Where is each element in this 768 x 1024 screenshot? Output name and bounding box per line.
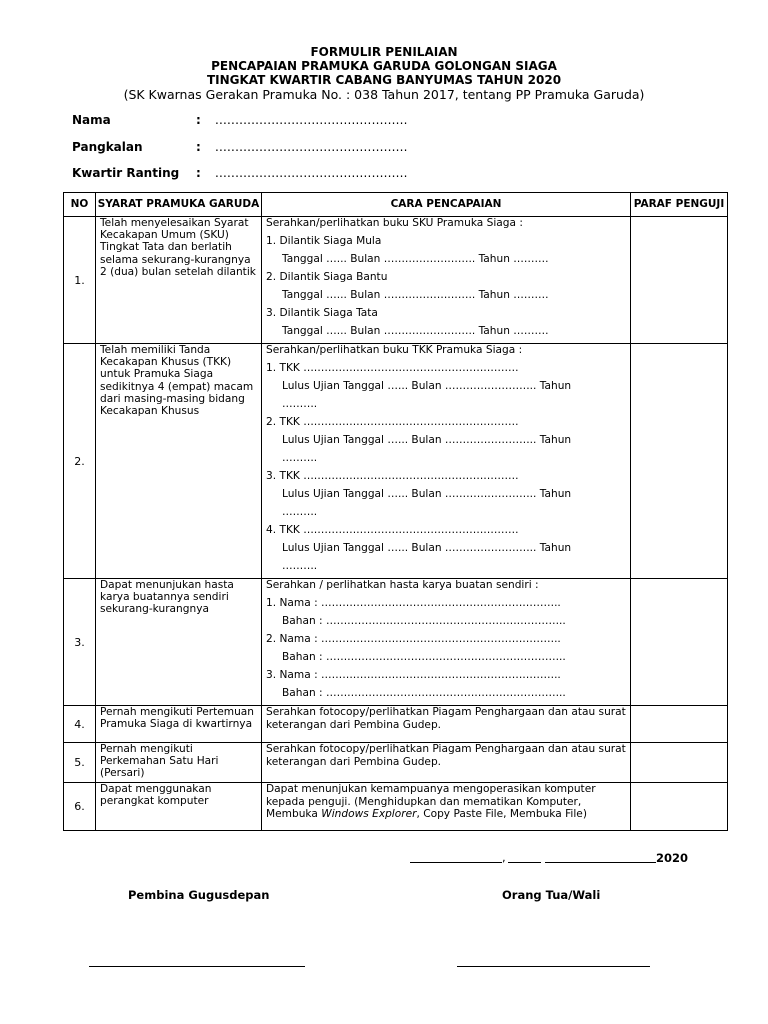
signature-line-right[interactable] <box>457 966 650 967</box>
cara-line: ………. <box>282 560 318 572</box>
row-syarat: Telah memiliki Tanda Kecakapan Khusus (TKK) untuk Pramuka Siaga sedikitnya 4 (empat) macam dari masing-masing bidang Kecakapan Khusus <box>96 344 262 579</box>
cara-line: ………. <box>282 398 318 410</box>
cara-line: 2. Dilantik Siaga Bantu <box>266 271 388 283</box>
header-paraf: PARAF PENGUJI <box>631 193 728 217</box>
cara-line: 3. Nama : ………………………………………………………….. <box>266 669 561 681</box>
cara-line: 1. TKK ……………………………………………………. <box>266 362 519 374</box>
row-syarat: Telah menyelesaikan Syarat Kecakapan Umum (SKU) Tingkat Tata dan berlatih selama sekurang-kurangnya 2 (dua) bulan setelah dilantik <box>96 217 262 344</box>
signature-title-right: Orang Tua/Wali <box>502 888 601 902</box>
form-reference: (SK Kwarnas Gerakan Pramuka No. : 038 Tahun 2017, tentang PP Pramuka Garuda) <box>123 87 645 102</box>
row-number: 5. <box>64 743 96 783</box>
field-colon: : <box>196 140 201 154</box>
assessment-table <box>63 192 728 831</box>
paraf-cell[interactable] <box>631 743 728 783</box>
table-row <box>64 344 728 579</box>
paraf-cell[interactable] <box>631 783 728 831</box>
cara-line: 3. Dilantik Siaga Tata <box>266 307 378 319</box>
signature-title-left: Pembina Gugusdepan <box>128 888 270 902</box>
field-label: Nama <box>72 113 111 127</box>
cara-text-part: , Copy Paste File, Membuka File) <box>416 808 587 820</box>
cara-line: 2. TKK ……………………………………………………. <box>266 416 519 428</box>
row-cara <box>262 579 631 706</box>
row-number: 2. <box>64 344 96 579</box>
cara-line: Serahkan/perlihatkan buku TKK Pramuka Siaga : <box>266 344 523 356</box>
cara-line: Lulus Ujian Tanggal …... Bulan …………………….. Tahun <box>282 434 572 446</box>
cara-text: Serahkan fotocopy/perlihatkan Piagam Penghargaan dan atau surat keterangan dari Pembina Gudep. <box>266 743 626 768</box>
row-cara <box>262 743 631 783</box>
cara-line: Bahan : ………………………………………………………….. <box>282 615 566 627</box>
cara-text-italic: Windows Explorer <box>321 808 417 820</box>
paraf-cell[interactable] <box>631 706 728 743</box>
cara-line: 4. TKK ……………………………………………………. <box>266 524 519 536</box>
cara-line: Lulus Ujian Tanggal …... Bulan …………………….. Tahun <box>282 380 572 392</box>
table-row <box>64 579 728 706</box>
cara-line: Bahan : ………………………………………………………….. <box>282 651 566 663</box>
cara-line: 3. TKK ……………………………………………………. <box>266 470 519 482</box>
field-value-dots: ................................................ <box>215 113 408 127</box>
row-cara <box>262 344 631 579</box>
paraf-cell[interactable] <box>631 217 728 344</box>
table-row <box>64 217 728 344</box>
row-number: 6. <box>64 783 96 831</box>
form-title: FORMULIR PENILAIAN <box>310 45 458 59</box>
cara-line: Lulus Ujian Tanggal …... Bulan …………………….. Tahun <box>282 542 572 554</box>
header-cara: CARA PENCAPAIAN <box>262 193 631 217</box>
paraf-cell[interactable] <box>631 344 728 579</box>
table-row <box>64 743 728 783</box>
cara-line: ………. <box>282 506 318 518</box>
cara-line: Tanggal …... Bulan …………………….. Tahun ………. <box>282 325 549 337</box>
cara-line: Bahan : ………………………………………………………….. <box>282 687 566 699</box>
row-cara <box>262 217 631 344</box>
table-row <box>64 783 728 831</box>
date-comma: , <box>502 850 506 864</box>
table-header-row <box>64 193 728 217</box>
date-underline <box>545 862 656 863</box>
date-year: 2020 <box>656 851 689 865</box>
cara-line: Lulus Ujian Tanggal …... Bulan …………………….. Tahun <box>282 488 572 500</box>
row-number: 3. <box>64 579 96 706</box>
cara-line: 1. Dilantik Siaga Mula <box>266 235 382 247</box>
field-label: Pangkalan <box>72 140 143 154</box>
cara-line: 2. Nama : ………………………………………………………….. <box>266 633 561 645</box>
cara-line: Tanggal …... Bulan …………………….. Tahun ………. <box>282 289 549 301</box>
date-underline <box>410 862 502 863</box>
paraf-cell[interactable] <box>631 579 728 706</box>
cara-line: 1. Nama : ………………………………………………………….. <box>266 597 561 609</box>
row-number: 4. <box>64 706 96 743</box>
field-label: Kwartir Ranting <box>72 166 180 180</box>
header-syarat: SYARAT PRAMUKA GARUDA <box>96 193 262 217</box>
cara-text: Serahkan fotocopy/perlihatkan Piagam Penghargaan dan atau surat keterangan dari Pembina Gudep. <box>266 706 626 731</box>
cara-line: Tanggal …... Bulan …………………….. Tahun ………. <box>282 253 549 265</box>
field-colon: : <box>196 166 201 180</box>
row-number: 1. <box>64 217 96 344</box>
table-row <box>64 706 728 743</box>
row-syarat: Dapat menggunakan perangkat komputer <box>96 783 262 831</box>
header-no: NO <box>64 193 96 217</box>
cara-text-part: Dapat menunjukan kemampuanya mengoperasikan komputer kepada penguji. (Menghidupkan dan mematikan Komputer, Membuka <box>266 783 596 820</box>
signature-line-left[interactable] <box>89 966 305 967</box>
row-syarat: Pernah mengikuti Pertemuan Pramuka Siaga di kwartirnya <box>96 706 262 743</box>
row-cara <box>262 783 631 831</box>
cara-line: Serahkan / perlihatkan hasta karya buatan sendiri : <box>266 579 539 591</box>
form-subtitle-2: TINGKAT KWARTIR CABANG BANYUMAS TAHUN 2020 <box>206 73 562 87</box>
cara-line: ………. <box>282 452 318 464</box>
row-syarat: Dapat menunjukan hasta karya buatannya sendiri sekurang-kurangnya <box>96 579 262 706</box>
field-colon: : <box>196 113 201 127</box>
row-cara <box>262 706 631 743</box>
date-underline <box>508 862 541 863</box>
cara-line: Serahkan/perlihatkan buku SKU Pramuka Siaga : <box>266 217 523 229</box>
cara-text <box>266 783 626 821</box>
form-subtitle: PENCAPAIAN PRAMUKA GARUDA GOLONGAN SIAGA <box>211 59 557 73</box>
row-syarat: Pernah mengikuti Perkemahan Satu Hari (Persari) <box>96 743 262 783</box>
field-value-dots: ................................................ <box>215 140 408 154</box>
field-value-dots: ................................................ <box>215 166 408 180</box>
